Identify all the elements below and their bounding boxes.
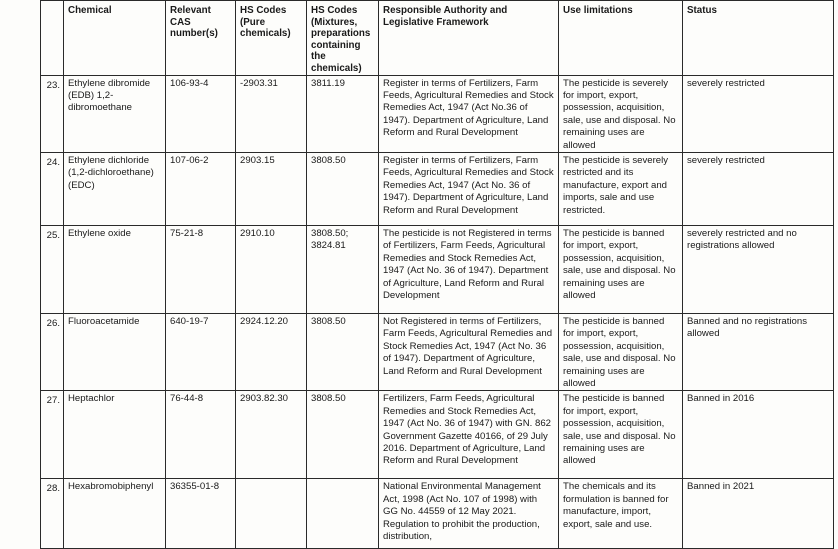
header-hs-mixtures: HS Codes (Mixtures, preparations containing the chemicals) [307,1,379,76]
table-row [41,314,834,391]
use-limitations-text: The pesticide is banned for import, export, possession, acquisition, sale, use and disposal. No remaining uses are allowed [559,391,683,479]
hs-code-mixture: 3808.50; 3824.81 [307,226,379,314]
authority-text: Register in terms of Fertilizers, Farm Feeds, Agricultural Remedies and Stock Remedies Act, 1947 (Act No.36 of 1947). Department of Agriculture, Land Reform and Rural Development [379,75,559,152]
status-text: severely restricted [683,153,834,226]
table-row [41,479,834,549]
chemical-name: Ethylene dibromide (EDB) 1,2-dibromoethane [64,75,166,152]
hs-code-mixture [307,479,379,549]
cas-number: 107-06-2 [166,153,236,226]
cas-number: 36355-01-8 [166,479,236,549]
header-status: Status [683,1,834,76]
authority-text: Not Registered in terms of Fertilizers, Farm Feeds, Agricultural Remedies and Stock Remedies Act, 1947 (Act No. 36 of 1947). Department of Agriculture, Land Reform and Rural Development [379,314,559,391]
header-authority: Responsible Authority and Legislative Framework [379,1,559,76]
row-number: 26. [41,314,64,391]
hs-code-pure: -2903.31 [236,75,307,152]
hs-code-pure: 2910.10 [236,226,307,314]
status-text: Banned in 2021 [683,479,834,549]
status-text: severely restricted and no registrations allowed [683,226,834,314]
cas-number: 76-44-8 [166,391,236,479]
chemical-name: Ethylene dichloride (1,2-dichloroethane) (EDC) [64,153,166,226]
status-text: severely restricted [683,75,834,152]
table-row [41,391,834,479]
row-number: 24. [41,153,64,226]
cas-number: 75-21-8 [166,226,236,314]
use-limitations-text: The chemicals and its formulation is banned for manufacture, import, export, sale and use. [559,479,683,549]
chemicals-table [40,0,834,549]
row-number: 27. [41,391,64,479]
header-use-limitations: Use limitations [559,1,683,76]
table-row [41,226,834,314]
use-limitations-text: The pesticide is severely restricted and its manufacture, export and imports, sale and use restricted. [559,153,683,226]
row-number: 28. [41,479,64,549]
header-cas: Relevant CAS number(s) [166,1,236,76]
hs-code-mixture: 3808.50 [307,153,379,226]
use-limitations-text: The pesticide is banned for import, export, possession, acquisition, sale, use and disposal. No remaining uses are allowed [559,314,683,391]
table-row [41,75,834,152]
hs-code-pure: 2924.12.20 [236,314,307,391]
header-chemical: Chemical [64,1,166,76]
hs-code-pure: 2903.82.30 [236,391,307,479]
status-text: Banned and no registrations allowed [683,314,834,391]
authority-text: Fertilizers, Farm Feeds, Agricultural Remedies and Stock Remedies Act, 1947 (Act No. 36 of 1947) with GN. 862 Government Gazette 40166, of 29 July 2016. Department of Agriculture, Land Reform and Rural Development [379,391,559,479]
authority-text: The pesticide is not Registered in terms of Fertilizers, Farm Feeds, Agricultural Remedies and Stock Remedies Act, 1947 (Act No. 36 of 1947). Department of Agriculture, Land Reform and Rural Development [379,226,559,314]
row-number: 23. [41,75,64,152]
chemical-name: Heptachlor [64,391,166,479]
header-row [41,1,834,76]
hs-code-pure [236,479,307,549]
use-limitations-text: The pesticide is banned for import, export, possession, acquisition, sale, use and disposal. No remaining uses are allowed [559,226,683,314]
cas-number: 106-93-4 [166,75,236,152]
hs-code-mixture: 3808.50 [307,314,379,391]
hs-code-mixture: 3811.19 [307,75,379,152]
header-number [41,1,64,76]
table-row [41,153,834,226]
cas-number: 640-19-7 [166,314,236,391]
status-text: Banned in 2016 [683,391,834,479]
chemical-name: Hexabromobiphenyl [64,479,166,549]
row-number: 25. [41,226,64,314]
authority-text: Register in terms of Fertilizers, Farm Feeds, Agricultural Remedies and Stock Remedies Act, 1947 (Act No. 36 of 1947). Department of Agriculture, Land Reform and Rural Development [379,153,559,226]
authority-text: National Environmental Management Act, 1998 (Act No. 107 of 1998) with GG No. 44559 of 12 May 2021. Regulation to prohibit the production, distribution, [379,479,559,549]
chemical-name: Ethylene oxide [64,226,166,314]
header-hs-pure: HS Codes (Pure chemicals) [236,1,307,76]
chemical-name: Fluoroacetamide [64,314,166,391]
use-limitations-text: The pesticide is severely for import, export, possession, acquisition, sale, use and disposal. No remaining uses are allowed [559,75,683,152]
hs-code-mixture: 3808.50 [307,391,379,479]
hs-code-pure: 2903.15 [236,153,307,226]
